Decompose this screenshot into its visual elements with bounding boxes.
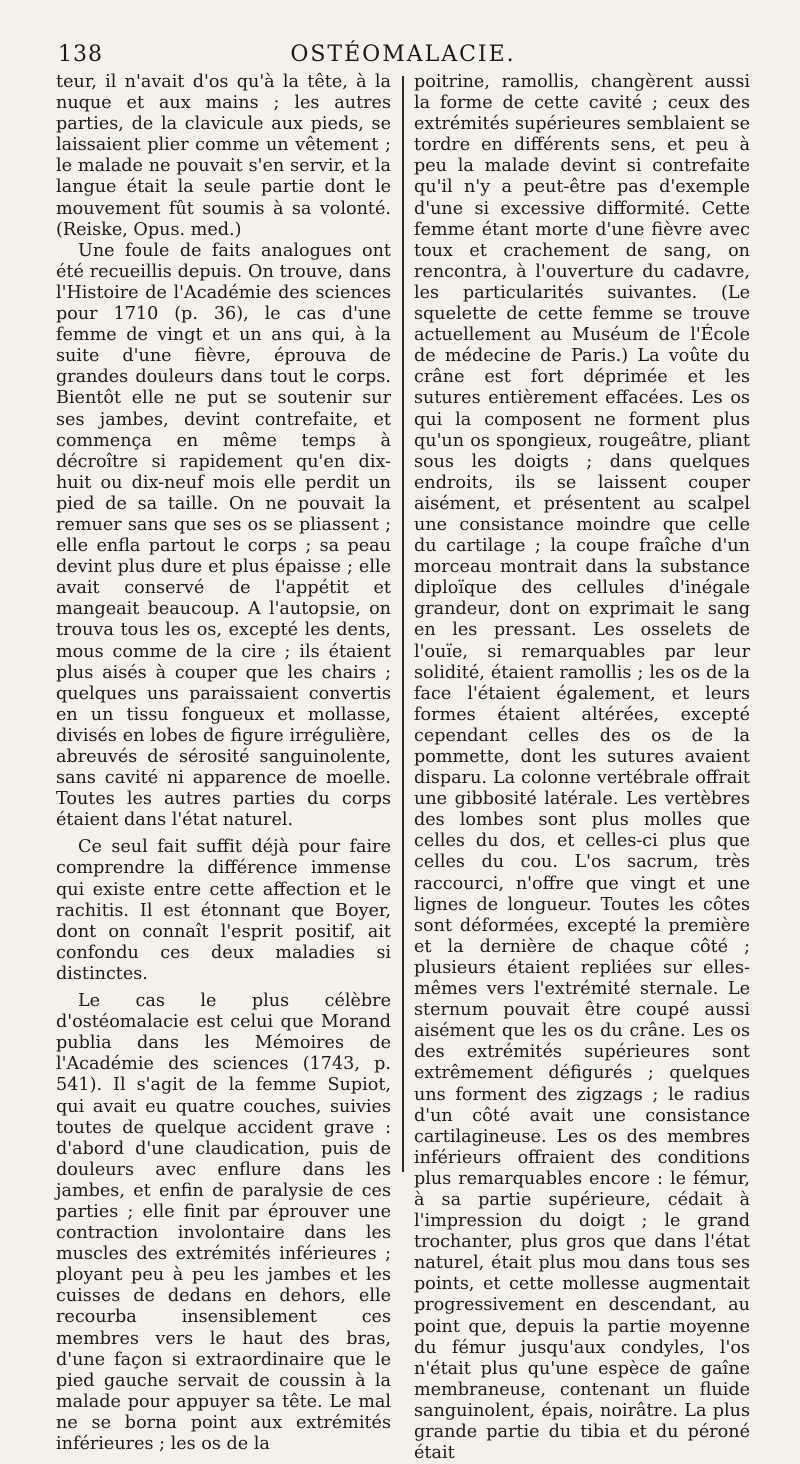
left-paragraph-4: Le cas le plus célèbre d'ostéomalacie est celui que Morand publia dans les Mémoires de l'Académie des sciences (1743, p. 541). Il s'agit de la femme Supiot, qui avait eu quatre couches, suivies toutes de quelque accident grave : d'abord d'une claudication, puis de douleurs avec enflure dans les jambes, et enfin de paralysie de ces parties ; elle finit par éprouver une contraction involontaire dans les muscles des extrémités inférieures ; ployant peu à peu les jambes et les cuisses de dedans en dehors, elle recourba insensiblement ces membres vers le haut des bras, d'une façon si extraordinaire que le pied gauche servait de coussin à la malade pour appuyer sa tête. Le mal ne se borna point aux extrémités inférieures ; les os de la: [56, 991, 391, 1454]
running-title: OSTÉOMALACIE.: [290, 42, 516, 67]
column-divider: [402, 76, 404, 1172]
page-header: [58, 42, 748, 72]
left-paragraph-2: Une foule de faits analogues ont été recueillis depuis. On trouve, dans l'Histoire de l'Académie des sciences pour 1710 (p. 36), le cas d'une femme de vingt et un ans qui, à la suite d'une fièvre, éprouva de grandes douleurs dans tout le corps. Bientôt elle ne put se soutenir sur ses jambes, devint contrefaite, et commença en même temps à décroître si rapidement qu'en dix-huit ou dix-neuf mois elle perdit un pied de sa taille. On ne pouvait la remuer sans que ses os se pliassent ; elle enfla partout le corps ; sa peau devint plus dure et plus épaisse ; elle avait conservé de l'appétit et mangeait beaucoup. A l'autopsie, on trouva tous les os, excepté les dents, mous comme de la cire ; ils étaient plus aisés à couper que les chairs ; quelques uns paraissaient convertis en un tissu fongueux et mollasse, divisés en lobes de figure irrégulière, abreuvés de sérosité sanguinolente, sans cavité ni apparence de moelle. Toutes les autres parties du corps étaient dans l'état naturel.: [56, 240, 391, 831]
page-number: 138: [58, 42, 103, 67]
right-paragraph-1: poitrine, ramollis, changèrent aussi la forme de cette cavité ; ceux des extrémités supérieures semblaient se tordre en différents sens, et peu à peu la malade devint si contrefaite qu'il n'y a peut-être pas d'exemple d'une si excessive difformité. Cette femme étant morte d'une fièvre avec toux et crachement de sang, on rencontra, à l'ouverture du cadavre, les particularités suivantes. (Le squelette de cette femme se trouve actuellement au Muséum de l'École de médecine de Paris.) La voûte du crâne est fort déprimée et les sutures entièrement effacées. Les os qui la composent ne forment plus qu'un os spongieux, rougeâtre, pliant sous les doigts ; dans quelques endroits, ils se laissent couper aisément, et présentent au scalpel une consistance moindre que celle du cartilage ; la coupe fraîche d'un morceau montrait dans la substance diploïque des cellules d'inégale grandeur, dont on exprimait le sang en les pressant. Les osselets de l'ouïe, si remarquables par leur solidité, étaient ramollis ; les os de la face l'étaient également, et leurs formes étaient altérées, excepté cependant celles des os de la pommette, dont les sutures avaient disparu. La colonne vertébrale offrait une gibbosité latérale. Les vertèbres des lombes sont plus molles que celles du dos, et celles-ci plus que celles du cou. L'os sacrum, très raccourci, n'offre que vingt et une lignes de longueur. Toutes les côtes sont déformées, excepté la première et la dernière de chaque côté ; plusieurs étaient repliées sur elles-mêmes vers l'extrémité sternale. Le sternum pouvait être coupé aussi aisément que les os du crâne. Les os des extrémités supérieures sont extrêmement défigurés ; quelques uns forment des zigzags ; le radius d'un côté avait une consistance cartilagineuse. Les os des membres inférieurs offraient des conditions plus remarquables encore : le fémur, à sa partie supérieure, cédait à l'impression du doigt ; le grand trochanter, plus gros que dans l'état naturel, était plus mou dans tous ses points, et cette mollesse augmentait progressivement en descendant, au point que, depuis la partie moyenne du fémur jusqu'aux condyles, l'os n'était plus qu'une espèce de gaîne membraneuse, contenant un fluide sanguinolent, épais, noirâtre. La plus grande partie du tibia et du péroné était: [414, 72, 750, 1464]
right-column: [414, 72, 750, 1464]
left-paragraph-1: teur, il n'avait d'os qu'à la tête, à la nuque et aux mains ; les autres parties, de la clavicule aux pieds, se laissaient plier comme un vêtement ; le malade ne pouvait s'en servir, et la langue était la seule partie dont le mouvement fût soumis à sa volonté. (Reiske, Opus. med.): [56, 72, 391, 240]
left-paragraph-3: Ce seul fait suffit déjà pour faire comprendre la différence immense qui existe entre cette affection et le rachitis. Il est étonnant que Boyer, dont on connaît l'esprit positif, ait confondu ces deux maladies si distinctes.: [56, 837, 391, 984]
left-column: [56, 72, 391, 1455]
